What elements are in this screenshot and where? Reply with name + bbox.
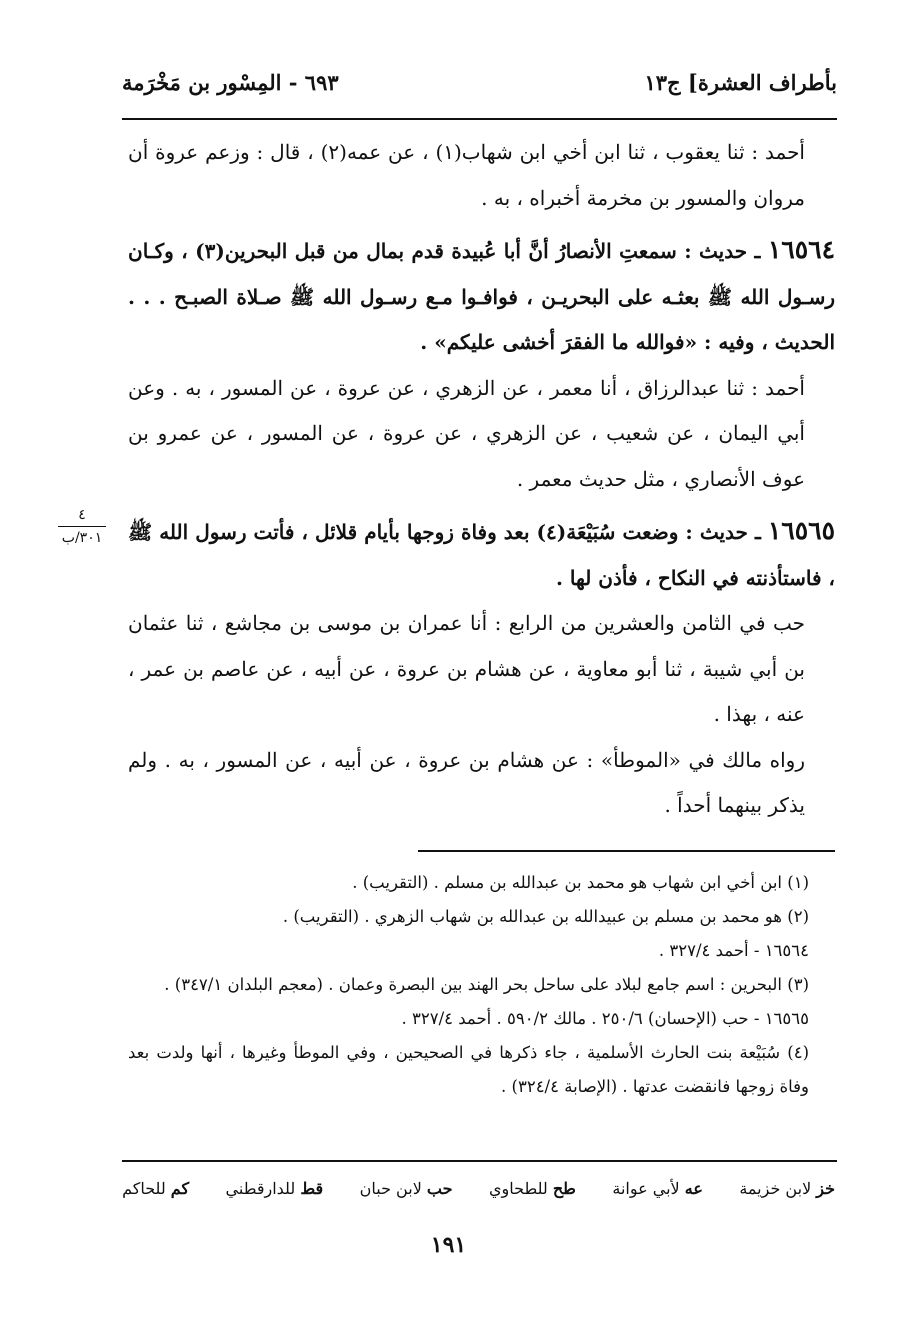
margin-note-bottom: ٣٠١/ب [61, 530, 103, 546]
paragraph-hibban: حب في الثامن والعشرين من الرابع : أنا عمران بن موسى بن مجاشع ، ثنا عثمان بن أبي شيبة ، ثنا أبو معاوية ، عن هشام بن عروة ، عن أبيه ، عن عاصم بن عمر ، عنه ، بهذا . [128, 611, 805, 726]
margin-note-divider [58, 526, 106, 527]
hadith-text: ـ حديث : وضعت سُبَيْعَة(٤) بعد وفاة زوجها بأيام قلائل ، فأتت رسول الله ﷺ ، فاستأذنته في النكاح ، فأذن لها . [128, 520, 835, 590]
header-right-title: بأطراف العشرة] ج١٣ [644, 69, 837, 95]
abbreviation-item: كم للحاكم [122, 1178, 190, 1198]
abbreviation-item: طح للطحاوي [488, 1178, 576, 1198]
footnote-3: (٣) البحرين : اسم جامع لبلاد على ساحل بحر الهند بين البصرة وعمان . (معجم البلدان ٣٤٧/١) . [164, 975, 809, 994]
abbreviation-item: عه لأبي عوانة [612, 1178, 703, 1198]
paragraph-ahmad-2: أحمد : ثنا عبدالرزاق ، أنا معمر ، عن الزهري ، عن عروة ، عن المسور ، به . وعن أبي اليمان ، عن شعيب ، عن الزهري ، عن عروة ، عن المسور ، عن عمرو بن عوف الأنصاري ، مثل حديث معمر . [128, 375, 805, 491]
main-text [128, 130, 835, 829]
footnote-2: (٢) هو محمد بن مسلم بن عبيدالله بن عبدالله بن شهاب الزهري . (التقريب) . [282, 907, 809, 926]
hadith-16565 [128, 508, 835, 601]
footnote-source-16565: ١٦٥٦٥ - حب (الإحسان) ٢٥٠/٦ . مالك ٥٩٠/٢ . أحمد ٣٢٧/٤ . [401, 1009, 809, 1028]
running-header [122, 62, 837, 102]
abbreviation-item: قط للدارقطني [225, 1178, 324, 1198]
hadith-16564 [128, 227, 835, 366]
header-divider [122, 118, 837, 120]
page-number: ١٩١ [430, 1232, 467, 1258]
abbreviation-item: خز لابن خزيمة [739, 1178, 835, 1198]
header-left-title: ٦٩٣ - المِسْور بن مَخْرَمة [122, 69, 339, 95]
footnote-source-16564: ١٦٥٦٤ - أحمد ٣٢٧/٤ . [658, 941, 809, 960]
margin-note-top: ٤ [78, 507, 86, 523]
hadith-text: ـ حديث : سمعتِ الأنصارُ أنَّ أبا عُبيدة قدم بمال من قبل البحرين(٣) ، وكـان رسـول الله ﷺ بعثـه على البحريـن ، فوافـوا مـع رسـول الله ﷺ صـلاة الصبـح . . . الحديث ، وفيه : «فوالله ما الفقرَ أخشى عليكم» . [128, 239, 835, 354]
hadith-number: ١٦٥٦٤ [767, 235, 836, 264]
abbreviations-key [122, 1170, 835, 1206]
footnotes [128, 866, 835, 1104]
footnote-4: (٤) سُبَيْعة بنت الحارث الأسلمية ، جاء ذكرها في الصحيحين ، وفي الموطأ وغيرها ، أنها ولدت بعد وفاة زوجها فانقضت عدتها . (الإصابة ٣٢٤/٤) . [128, 1043, 809, 1096]
footnote-1: (١) ابن أخي ابن شهاب هو محمد بن عبدالله بن مسلم . (التقريب) . [352, 873, 809, 892]
paragraph-ahmad-1: أحمد : ثنا يعقوب ، ثنا ابن أخي ابن شهاب(١) ، عن عمه(٢) ، قال : وزعم عروة أن مروان والمسور بن مخرمة أخبراه ، به . [128, 140, 805, 210]
abbreviations-divider [122, 1160, 837, 1162]
abbreviation-item: حب لابن حبان [359, 1178, 453, 1198]
footnote-divider [418, 850, 835, 852]
margin-manuscript-reference [54, 506, 110, 547]
hadith-number: ١٦٥٦٥ [767, 516, 836, 545]
paragraph-malik: رواه مالك في «الموطأ» : عن هشام بن عروة ، عن أبيه ، عن المسور ، به . ولم يذكر بينهما أحداً . [128, 747, 805, 817]
